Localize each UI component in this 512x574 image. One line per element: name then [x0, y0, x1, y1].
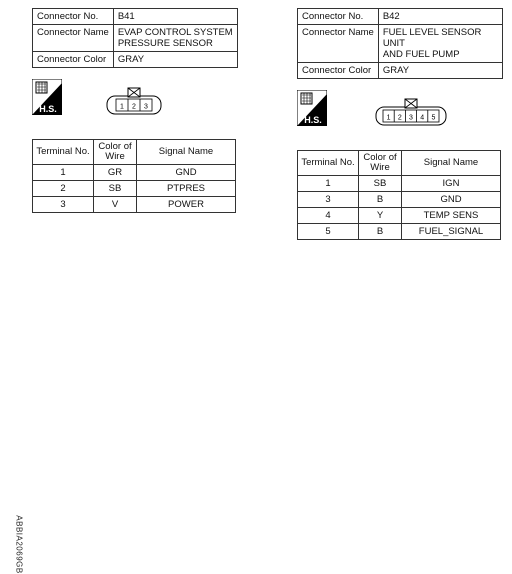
signal-name-cell: GND	[137, 165, 236, 181]
wire-color-cell: B	[359, 224, 402, 240]
wire-color-cell: V	[94, 197, 137, 213]
connector-name-line-1: EVAP CONTROL SYSTEM	[117, 27, 233, 38]
pin-label: 3	[144, 103, 148, 111]
connector-diagram-row	[297, 88, 503, 136]
terminal-table	[297, 150, 501, 240]
color-of-wire-header	[94, 140, 137, 165]
connector-color-value: GRAY	[378, 63, 502, 79]
connector-name-label: Connector Name	[33, 25, 114, 52]
connector-name-value	[378, 25, 502, 63]
pin-label: 4	[420, 114, 425, 122]
connector-color-label: Connector Color	[298, 63, 379, 79]
signal-name-cell: POWER	[137, 197, 236, 213]
connector-color-row	[33, 52, 238, 68]
wire-color-cell: B	[359, 192, 402, 208]
terminal-no-cell: 4	[298, 208, 359, 224]
terminal-no-cell: 1	[298, 176, 359, 192]
connector-info-table	[297, 8, 503, 79]
connector-name-label: Connector Name	[298, 25, 379, 63]
color-of-wire-header	[359, 151, 402, 176]
connector-no-row	[298, 9, 503, 25]
connector-panel-b41	[32, 8, 238, 213]
wire-color-cell: GR	[94, 165, 137, 181]
connector-color-label: Connector Color	[33, 52, 114, 68]
connector-no-label: Connector No.	[298, 9, 379, 25]
pin-label: 1	[120, 103, 124, 111]
connector-panel-b42	[297, 8, 503, 240]
color-of-wire-line-1: Color of	[98, 141, 132, 152]
terminal-table-header	[33, 140, 236, 165]
signal-name-cell: IGN	[402, 176, 501, 192]
signal-name-cell: GND	[402, 192, 501, 208]
table-row	[33, 197, 236, 213]
color-of-wire-line-1: Color of	[363, 152, 397, 163]
pin-label: 1	[386, 114, 391, 122]
connector-info-table	[32, 8, 238, 68]
pin-label: 2	[132, 103, 136, 111]
terminal-no-cell: 3	[298, 192, 359, 208]
connector-color-value: GRAY	[113, 52, 237, 68]
terminal-no-cell: 1	[33, 165, 94, 181]
pin-label: 5	[431, 114, 436, 122]
connector-b42-face-icon	[375, 98, 447, 126]
signal-name-cell: FUEL_SIGNAL	[402, 224, 501, 240]
terminal-table	[32, 139, 236, 213]
wire-color-cell: SB	[94, 181, 137, 197]
terminal-no-cell: 5	[298, 224, 359, 240]
connector-name-line-2: AND FUEL PUMP	[382, 49, 460, 60]
connector-name-value	[113, 25, 237, 52]
terminal-no-header: Terminal No.	[298, 151, 359, 176]
connector-diagram-row	[32, 77, 238, 125]
connector-name-row	[33, 25, 238, 52]
connector-b41-face-icon	[106, 87, 162, 115]
table-row	[298, 208, 501, 224]
color-of-wire-line-2: Wire	[370, 162, 390, 173]
wire-color-cell: Y	[359, 208, 402, 224]
table-row	[298, 224, 501, 240]
hs-label: H.S.	[39, 104, 57, 114]
connector-no-label: Connector No.	[33, 9, 114, 25]
signal-name-cell: TEMP SENS	[402, 208, 501, 224]
figure-code: ABBIA2069GB	[14, 515, 24, 574]
terminal-no-cell: 3	[33, 197, 94, 213]
signal-name-header: Signal Name	[402, 151, 501, 176]
color-of-wire-line-2: Wire	[105, 151, 125, 162]
table-row	[298, 176, 501, 192]
connector-name-row	[298, 25, 503, 63]
connector-color-row	[298, 63, 503, 79]
terminal-no-header: Terminal No.	[33, 140, 94, 165]
connector-name-line-2: PRESSURE SENSOR	[117, 38, 213, 49]
connector-no-value: B42	[378, 9, 502, 25]
hs-harness-side-icon	[32, 79, 62, 115]
pin-label: 3	[409, 114, 413, 122]
connector-name-line-1: FUEL LEVEL SENSOR UNIT	[382, 27, 482, 49]
signal-name-cell: PTPRES	[137, 181, 236, 197]
terminal-table-header	[298, 151, 501, 176]
hs-harness-side-icon	[297, 90, 327, 126]
connector-no-row	[33, 9, 238, 25]
hs-label: H.S.	[304, 115, 322, 125]
connector-no-value: B41	[113, 9, 237, 25]
table-row	[33, 181, 236, 197]
signal-name-header: Signal Name	[137, 140, 236, 165]
wire-color-cell: SB	[359, 176, 402, 192]
table-row	[33, 165, 236, 181]
pin-label: 2	[397, 114, 402, 122]
table-row	[298, 192, 501, 208]
terminal-no-cell: 2	[33, 181, 94, 197]
